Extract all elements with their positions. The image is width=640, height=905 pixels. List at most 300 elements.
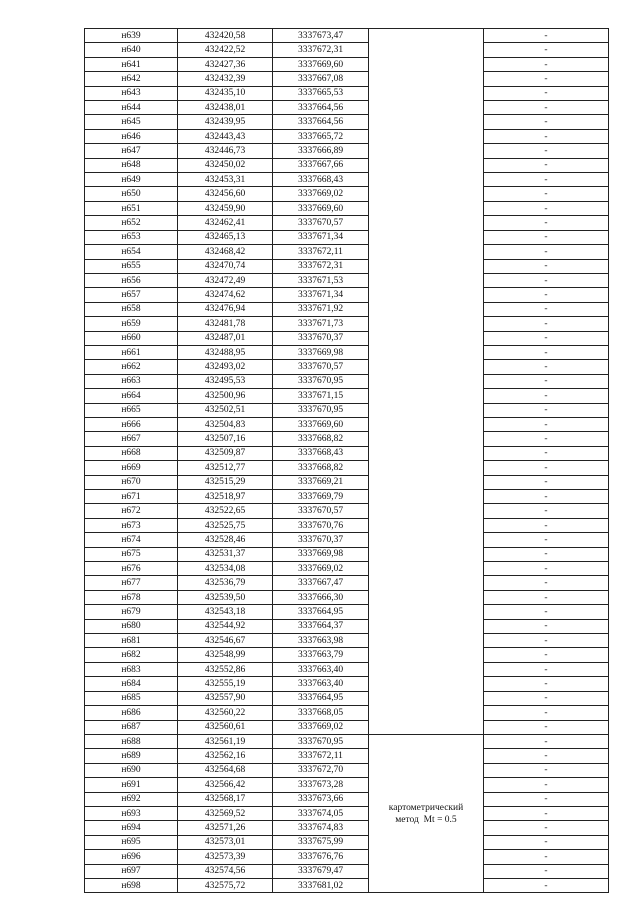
y-coordinate-cell: 3337668,82: [273, 432, 369, 446]
x-coordinate-cell: 432422,52: [178, 43, 273, 57]
y-coordinate-cell: 3337667,66: [273, 158, 369, 172]
accuracy-dash-cell: -: [484, 115, 609, 129]
y-coordinate-cell: 3337671,92: [273, 302, 369, 316]
y-coordinate-cell: 3337671,34: [273, 230, 369, 244]
y-coordinate-cell: 3337671,34: [273, 288, 369, 302]
accuracy-dash-cell: -: [484, 389, 609, 403]
table-row: [85, 288, 609, 302]
point-id-cell: н645: [85, 115, 178, 129]
accuracy-dash-cell: -: [484, 230, 609, 244]
x-coordinate-cell: 432560,61: [178, 720, 273, 734]
method-note-cell: [369, 734, 484, 892]
point-id-cell: н688: [85, 734, 178, 748]
point-id-cell: н655: [85, 259, 178, 273]
x-coordinate-cell: 432443,43: [178, 129, 273, 143]
y-coordinate-cell: 3337672,11: [273, 749, 369, 763]
accuracy-dash-cell: -: [484, 129, 609, 143]
table-row: [85, 518, 609, 532]
accuracy-dash-cell: -: [484, 806, 609, 820]
accuracy-dash-cell: -: [484, 720, 609, 734]
point-id-cell: н695: [85, 835, 178, 849]
accuracy-dash-cell: -: [484, 648, 609, 662]
x-coordinate-cell: 432465,13: [178, 230, 273, 244]
x-coordinate-cell: 432562,16: [178, 749, 273, 763]
accuracy-dash-cell: -: [484, 403, 609, 417]
point-id-cell: н672: [85, 504, 178, 518]
point-id-cell: н687: [85, 720, 178, 734]
point-id-cell: н689: [85, 749, 178, 763]
method-cell-empty: [369, 29, 484, 735]
point-id-cell: н659: [85, 317, 178, 331]
x-coordinate-cell: 432546,67: [178, 634, 273, 648]
y-coordinate-cell: 3337665,72: [273, 129, 369, 143]
table-row: [85, 562, 609, 576]
accuracy-dash-cell: -: [484, 86, 609, 100]
table-row: [85, 345, 609, 359]
point-id-cell: н662: [85, 360, 178, 374]
point-id-cell: н663: [85, 374, 178, 388]
y-coordinate-cell: 3337669,60: [273, 417, 369, 431]
x-coordinate-cell: 432522,65: [178, 504, 273, 518]
point-id-cell: н643: [85, 86, 178, 100]
x-coordinate-cell: 432459,90: [178, 201, 273, 215]
accuracy-dash-cell: -: [484, 144, 609, 158]
accuracy-dash-cell: -: [484, 446, 609, 460]
table-row: [85, 389, 609, 403]
point-id-cell: н646: [85, 129, 178, 143]
table-row: [85, 259, 609, 273]
point-id-cell: н675: [85, 547, 178, 561]
table-row: [85, 706, 609, 720]
x-coordinate-cell: 432481,78: [178, 317, 273, 331]
table-row: [85, 720, 609, 734]
point-id-cell: н698: [85, 878, 178, 892]
accuracy-dash-cell: -: [484, 187, 609, 201]
accuracy-dash-cell: -: [484, 619, 609, 633]
point-id-cell: н652: [85, 216, 178, 230]
point-id-cell: н694: [85, 821, 178, 835]
y-coordinate-cell: 3337663,79: [273, 648, 369, 662]
point-id-cell: н654: [85, 245, 178, 259]
table-row: [85, 72, 609, 86]
table-row: [85, 129, 609, 143]
accuracy-dash-cell: -: [484, 72, 609, 86]
y-coordinate-cell: 3337668,05: [273, 706, 369, 720]
table-row: [85, 547, 609, 561]
x-coordinate-cell: 432512,77: [178, 461, 273, 475]
x-coordinate-cell: 432564,68: [178, 763, 273, 777]
table-row: [85, 115, 609, 129]
table-row: [85, 158, 609, 172]
point-id-cell: н697: [85, 864, 178, 878]
point-id-cell: н667: [85, 432, 178, 446]
table-row: [85, 821, 609, 835]
accuracy-dash-cell: -: [484, 273, 609, 287]
y-coordinate-cell: 3337670,95: [273, 374, 369, 388]
accuracy-dash-cell: -: [484, 547, 609, 561]
point-id-cell: н668: [85, 446, 178, 460]
x-coordinate-cell: 432561,19: [178, 734, 273, 748]
table-row: [85, 634, 609, 648]
y-coordinate-cell: 3337670,57: [273, 216, 369, 230]
point-id-cell: н676: [85, 562, 178, 576]
x-coordinate-cell: 432566,42: [178, 778, 273, 792]
x-coordinate-cell: 432504,83: [178, 417, 273, 431]
x-coordinate-cell: 432502,51: [178, 403, 273, 417]
accuracy-dash-cell: -: [484, 605, 609, 619]
y-coordinate-cell: 3337667,08: [273, 72, 369, 86]
x-coordinate-cell: 432515,29: [178, 475, 273, 489]
y-coordinate-cell: 3337670,57: [273, 360, 369, 374]
accuracy-dash-cell: -: [484, 317, 609, 331]
y-coordinate-cell: 3337671,15: [273, 389, 369, 403]
point-id-cell: н691: [85, 778, 178, 792]
table-row: [85, 43, 609, 57]
table-row: [85, 201, 609, 215]
y-coordinate-cell: 3337672,31: [273, 259, 369, 273]
point-id-cell: н660: [85, 331, 178, 345]
accuracy-dash-cell: -: [484, 245, 609, 259]
accuracy-dash-cell: -: [484, 677, 609, 691]
point-id-cell: н656: [85, 273, 178, 287]
x-coordinate-cell: 432569,52: [178, 806, 273, 820]
table-row: [85, 475, 609, 489]
y-coordinate-cell: 3337670,76: [273, 518, 369, 532]
accuracy-dash-cell: -: [484, 792, 609, 806]
x-coordinate-cell: 432557,90: [178, 691, 273, 705]
point-id-cell: н642: [85, 72, 178, 86]
y-coordinate-cell: 3337664,95: [273, 605, 369, 619]
accuracy-dash-cell: -: [484, 432, 609, 446]
table-row: [85, 749, 609, 763]
point-id-cell: н650: [85, 187, 178, 201]
x-coordinate-cell: 432536,79: [178, 576, 273, 590]
table-row: [85, 763, 609, 777]
x-coordinate-cell: 432427,36: [178, 57, 273, 71]
y-coordinate-cell: 3337673,66: [273, 792, 369, 806]
point-id-cell: н677: [85, 576, 178, 590]
x-coordinate-cell: 432453,31: [178, 173, 273, 187]
accuracy-dash-cell: -: [484, 778, 609, 792]
table-row: [85, 216, 609, 230]
accuracy-dash-cell: -: [484, 259, 609, 273]
accuracy-dash-cell: -: [484, 43, 609, 57]
x-coordinate-cell: 432539,50: [178, 590, 273, 604]
x-coordinate-cell: 432446,73: [178, 144, 273, 158]
point-id-cell: н685: [85, 691, 178, 705]
y-coordinate-cell: 3337663,40: [273, 677, 369, 691]
x-coordinate-cell: 432573,01: [178, 835, 273, 849]
point-id-cell: н674: [85, 533, 178, 547]
x-coordinate-cell: 432560,22: [178, 706, 273, 720]
x-coordinate-cell: 432476,94: [178, 302, 273, 316]
y-coordinate-cell: 3337673,28: [273, 778, 369, 792]
y-coordinate-cell: 3337670,95: [273, 734, 369, 748]
accuracy-dash-cell: -: [484, 821, 609, 835]
table-row: [85, 605, 609, 619]
table-row: [85, 187, 609, 201]
accuracy-dash-cell: -: [484, 864, 609, 878]
method-note-line-2: метод Mt = 0.5: [395, 814, 457, 825]
accuracy-dash-cell: -: [484, 29, 609, 43]
point-id-cell: н679: [85, 605, 178, 619]
y-coordinate-cell: 3337669,79: [273, 490, 369, 504]
accuracy-dash-cell: -: [484, 57, 609, 71]
point-id-cell: н670: [85, 475, 178, 489]
table-row: [85, 86, 609, 100]
y-coordinate-cell: 3337670,57: [273, 504, 369, 518]
accuracy-dash-cell: -: [484, 331, 609, 345]
table-row: [85, 490, 609, 504]
x-coordinate-cell: 432528,46: [178, 533, 273, 547]
y-coordinate-cell: 3337671,73: [273, 317, 369, 331]
point-id-cell: н648: [85, 158, 178, 172]
table-row: [85, 792, 609, 806]
y-coordinate-cell: 3337668,82: [273, 461, 369, 475]
accuracy-dash-cell: -: [484, 345, 609, 359]
x-coordinate-cell: 432462,41: [178, 216, 273, 230]
x-coordinate-cell: 432450,02: [178, 158, 273, 172]
y-coordinate-cell: 3337667,47: [273, 576, 369, 590]
y-coordinate-cell: 3337674,83: [273, 821, 369, 835]
x-coordinate-cell: 432568,17: [178, 792, 273, 806]
y-coordinate-cell: 3337664,56: [273, 101, 369, 115]
point-id-cell: н683: [85, 662, 178, 676]
accuracy-dash-cell: -: [484, 850, 609, 864]
table-row: [85, 403, 609, 417]
table-row: [85, 806, 609, 820]
accuracy-dash-cell: -: [484, 749, 609, 763]
table-row: [85, 504, 609, 518]
y-coordinate-cell: 3337672,11: [273, 245, 369, 259]
table-row: [85, 360, 609, 374]
point-id-cell: н692: [85, 792, 178, 806]
y-coordinate-cell: 3337673,47: [273, 29, 369, 43]
y-coordinate-cell: 3337672,70: [273, 763, 369, 777]
y-coordinate-cell: 3337668,43: [273, 173, 369, 187]
table-row: [85, 864, 609, 878]
table-row: [85, 878, 609, 892]
coordinates-table: [84, 28, 609, 893]
accuracy-dash-cell: -: [484, 533, 609, 547]
table-row: [85, 619, 609, 633]
point-id-cell: н651: [85, 201, 178, 215]
accuracy-dash-cell: -: [484, 173, 609, 187]
point-id-cell: н657: [85, 288, 178, 302]
y-coordinate-cell: 3337681,02: [273, 878, 369, 892]
x-coordinate-cell: 432548,99: [178, 648, 273, 662]
y-coordinate-cell: 3337669,60: [273, 57, 369, 71]
accuracy-dash-cell: -: [484, 691, 609, 705]
table-row: [85, 677, 609, 691]
y-coordinate-cell: 3337669,98: [273, 345, 369, 359]
x-coordinate-cell: 432555,19: [178, 677, 273, 691]
accuracy-dash-cell: -: [484, 706, 609, 720]
accuracy-dash-cell: -: [484, 504, 609, 518]
accuracy-dash-cell: -: [484, 302, 609, 316]
x-coordinate-cell: 432439,95: [178, 115, 273, 129]
point-id-cell: н673: [85, 518, 178, 532]
y-coordinate-cell: 3337669,98: [273, 547, 369, 561]
table-row: [85, 374, 609, 388]
point-id-cell: н693: [85, 806, 178, 820]
point-id-cell: н653: [85, 230, 178, 244]
method-note-line-1: картометрический: [388, 802, 464, 813]
table-row: [85, 835, 609, 849]
table-row: [85, 331, 609, 345]
x-coordinate-cell: 432420,58: [178, 29, 273, 43]
x-coordinate-cell: 432525,75: [178, 518, 273, 532]
x-coordinate-cell: 432573,39: [178, 850, 273, 864]
y-coordinate-cell: 3337670,95: [273, 403, 369, 417]
x-coordinate-cell: 432438,01: [178, 101, 273, 115]
accuracy-dash-cell: -: [484, 360, 609, 374]
table-row: [85, 778, 609, 792]
point-id-cell: н649: [85, 173, 178, 187]
y-coordinate-cell: 3337664,37: [273, 619, 369, 633]
accuracy-dash-cell: -: [484, 662, 609, 676]
point-id-cell: н684: [85, 677, 178, 691]
x-coordinate-cell: 432468,42: [178, 245, 273, 259]
accuracy-dash-cell: -: [484, 288, 609, 302]
x-coordinate-cell: 432543,18: [178, 605, 273, 619]
x-coordinate-cell: 432493,02: [178, 360, 273, 374]
table-row: [85, 417, 609, 431]
y-coordinate-cell: 3337665,53: [273, 86, 369, 100]
x-coordinate-cell: 432531,37: [178, 547, 273, 561]
point-id-cell: н644: [85, 101, 178, 115]
table-row: [85, 173, 609, 187]
x-coordinate-cell: 432552,86: [178, 662, 273, 676]
accuracy-dash-cell: -: [484, 590, 609, 604]
point-id-cell: н641: [85, 57, 178, 71]
accuracy-dash-cell: -: [484, 562, 609, 576]
point-id-cell: н669: [85, 461, 178, 475]
accuracy-dash-cell: -: [484, 763, 609, 777]
accuracy-dash-cell: -: [484, 201, 609, 215]
coordinates-table-body: [85, 29, 609, 893]
x-coordinate-cell: 432518,97: [178, 490, 273, 504]
y-coordinate-cell: 3337669,02: [273, 720, 369, 734]
point-id-cell: н664: [85, 389, 178, 403]
table-row: [85, 850, 609, 864]
point-id-cell: н680: [85, 619, 178, 633]
x-coordinate-cell: 432435,10: [178, 86, 273, 100]
accuracy-dash-cell: -: [484, 417, 609, 431]
x-coordinate-cell: 432507,16: [178, 432, 273, 446]
x-coordinate-cell: 432544,92: [178, 619, 273, 633]
accuracy-dash-cell: -: [484, 101, 609, 115]
table-row: [85, 691, 609, 705]
x-coordinate-cell: 432495,53: [178, 374, 273, 388]
accuracy-dash-cell: -: [484, 461, 609, 475]
accuracy-dash-cell: -: [484, 835, 609, 849]
table-row: [85, 302, 609, 316]
accuracy-dash-cell: -: [484, 158, 609, 172]
y-coordinate-cell: 3337670,37: [273, 331, 369, 345]
accuracy-dash-cell: -: [484, 475, 609, 489]
point-id-cell: н661: [85, 345, 178, 359]
y-coordinate-cell: 3337674,05: [273, 806, 369, 820]
x-coordinate-cell: 432574,56: [178, 864, 273, 878]
point-id-cell: н665: [85, 403, 178, 417]
point-id-cell: н639: [85, 29, 178, 43]
accuracy-dash-cell: -: [484, 518, 609, 532]
y-coordinate-cell: 3337671,53: [273, 273, 369, 287]
y-coordinate-cell: 3337672,31: [273, 43, 369, 57]
x-coordinate-cell: 432472,49: [178, 273, 273, 287]
y-coordinate-cell: 3337669,21: [273, 475, 369, 489]
table-row: [85, 576, 609, 590]
table-row: [85, 461, 609, 475]
y-coordinate-cell: 3337664,56: [273, 115, 369, 129]
y-coordinate-cell: 3337675,99: [273, 835, 369, 849]
accuracy-dash-cell: -: [484, 634, 609, 648]
x-coordinate-cell: 432500,96: [178, 389, 273, 403]
y-coordinate-cell: 3337663,98: [273, 634, 369, 648]
table-row: [85, 230, 609, 244]
point-id-cell: н690: [85, 763, 178, 777]
accuracy-dash-cell: -: [484, 734, 609, 748]
y-coordinate-cell: 3337669,02: [273, 562, 369, 576]
table-row: [85, 273, 609, 287]
table-row: [85, 533, 609, 547]
table-row: [85, 144, 609, 158]
point-id-cell: н671: [85, 490, 178, 504]
accuracy-dash-cell: -: [484, 490, 609, 504]
table-row: [85, 446, 609, 460]
accuracy-dash-cell: -: [484, 576, 609, 590]
y-coordinate-cell: 3337670,37: [273, 533, 369, 547]
x-coordinate-cell: 432534,08: [178, 562, 273, 576]
x-coordinate-cell: 432575,72: [178, 878, 273, 892]
point-id-cell: н681: [85, 634, 178, 648]
point-id-cell: н666: [85, 417, 178, 431]
x-coordinate-cell: 432470,74: [178, 259, 273, 273]
y-coordinate-cell: 3337666,30: [273, 590, 369, 604]
x-coordinate-cell: 432488,95: [178, 345, 273, 359]
y-coordinate-cell: 3337676,76: [273, 850, 369, 864]
point-id-cell: н686: [85, 706, 178, 720]
table-row: [85, 590, 609, 604]
x-coordinate-cell: 432509,87: [178, 446, 273, 460]
accuracy-dash-cell: -: [484, 216, 609, 230]
accuracy-dash-cell: -: [484, 374, 609, 388]
table-row: [85, 648, 609, 662]
accuracy-dash-cell: -: [484, 878, 609, 892]
x-coordinate-cell: 432487,01: [178, 331, 273, 345]
x-coordinate-cell: 432432,39: [178, 72, 273, 86]
x-coordinate-cell: 432474,62: [178, 288, 273, 302]
point-id-cell: н678: [85, 590, 178, 604]
y-coordinate-cell: 3337666,89: [273, 144, 369, 158]
table-row: [85, 57, 609, 71]
y-coordinate-cell: 3337664,95: [273, 691, 369, 705]
table-row: [85, 101, 609, 115]
table-row: [85, 29, 609, 43]
y-coordinate-cell: 3337669,60: [273, 201, 369, 215]
point-id-cell: н640: [85, 43, 178, 57]
point-id-cell: н682: [85, 648, 178, 662]
table-row: [85, 432, 609, 446]
table-row: [85, 662, 609, 676]
table-row: [85, 317, 609, 331]
point-id-cell: н647: [85, 144, 178, 158]
table-row: [85, 734, 609, 748]
table-row: [85, 245, 609, 259]
point-id-cell: н696: [85, 850, 178, 864]
y-coordinate-cell: 3337668,43: [273, 446, 369, 460]
